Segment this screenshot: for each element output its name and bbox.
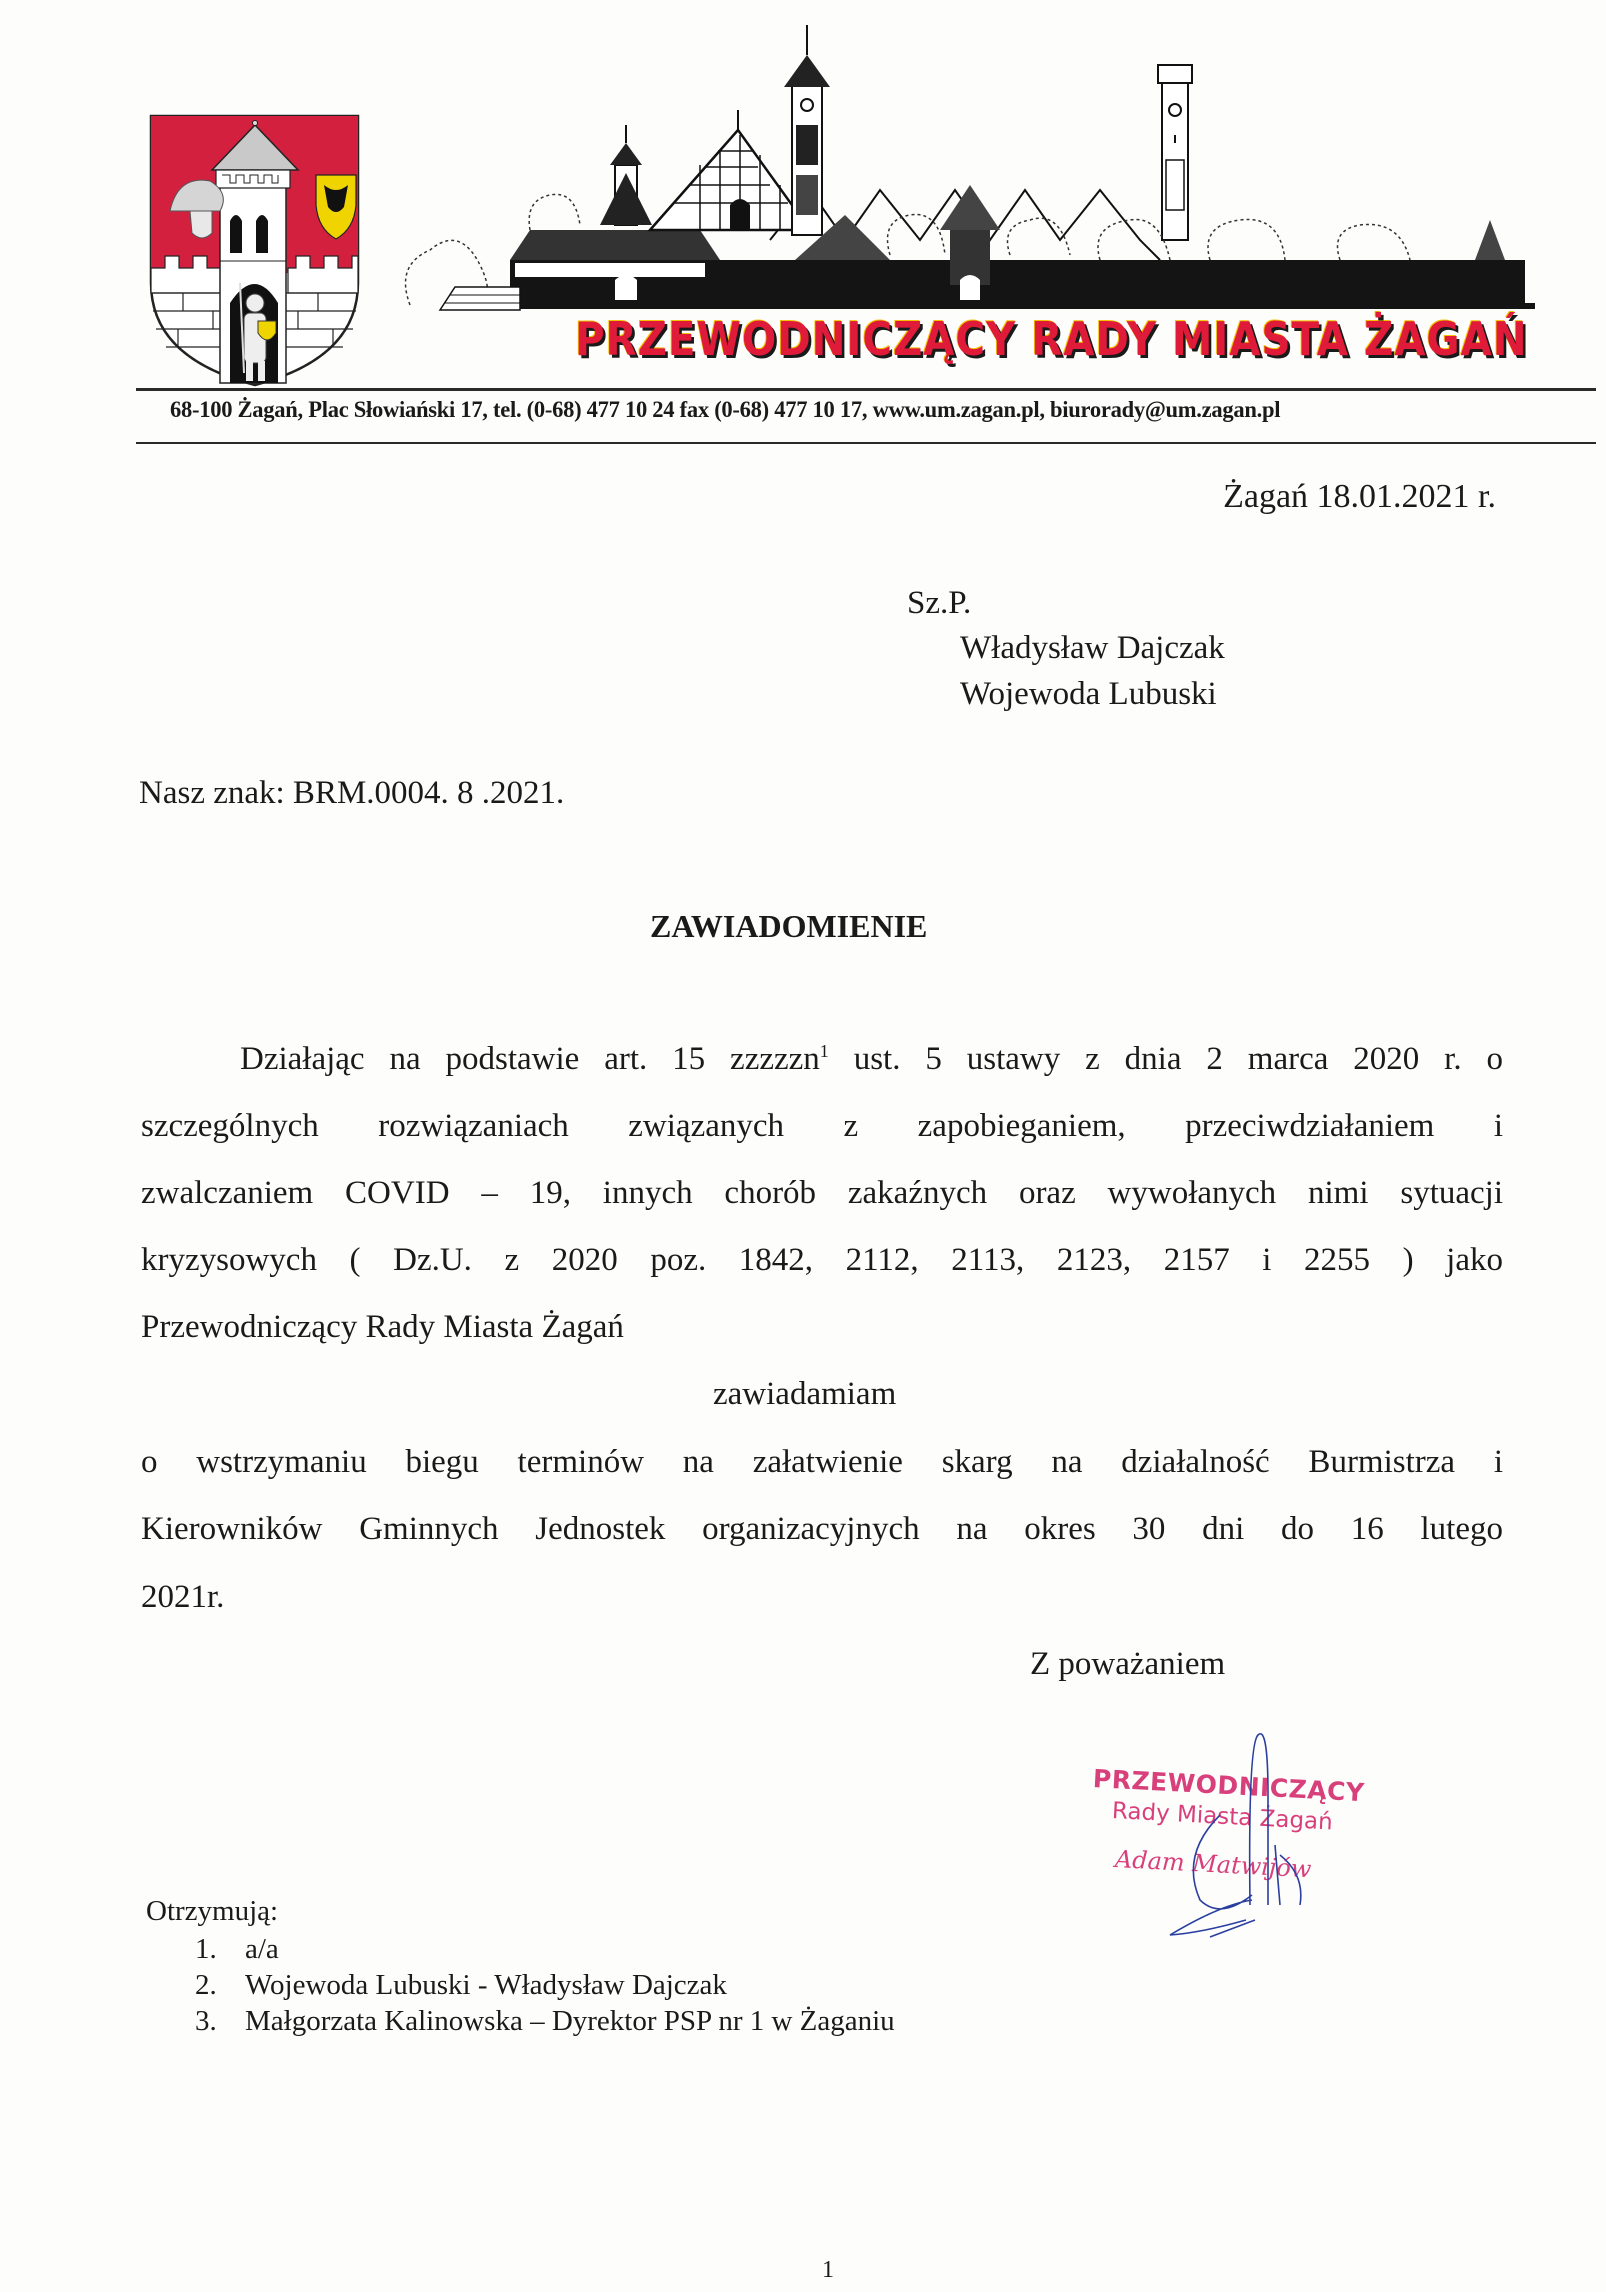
recipient-item [195, 1969, 727, 2002]
letterhead-banner: PRZEWODNICZĄCY RADY MIASTA ŻAGAŃ [575, 312, 1528, 366]
recipient-text: a/a [245, 1933, 279, 1965]
letterhead-contact: 68-100 Żagań, Plac Słowiański 17, tel. (0-68) 477 10 24 fax (0-68) 477 10 17, www.um.zagan.pl, biurorady@um.zagan.pl [170, 397, 1281, 423]
recipients-label: Otrzymują: [146, 1895, 279, 1927]
recipient-item [195, 2005, 895, 2038]
city-skyline-icon [400, 25, 1535, 315]
letter-date: Żagań 18.01.2021 r. [1223, 478, 1496, 515]
recipient-item [195, 1933, 279, 1966]
recipient-number: 1. [195, 1933, 217, 1965]
body-line-2: szczególnych rozwiązaniach związanych z zapobieganiem, przeciwdziałaniem i [141, 1108, 1503, 1144]
footnote-marker: 1 [819, 1041, 829, 1061]
document-heading: ZAWIADOMIENIE [650, 908, 928, 944]
reference-number: Nasz znak: BRM.0004. 8 .2021. [139, 775, 565, 811]
addressee-salutation: Sz.P. [907, 585, 972, 621]
recipient-text: Wojewoda Lubuski - Władysław Dajczak [245, 1969, 727, 2001]
body-line-7: Kierowników Gminnych Jednostek organizacyjnych na okres 30 dni do 16 lutego [141, 1511, 1503, 1547]
body-line-3: zwalczaniem COVID – 19, innych chorób zakaźnych oraz wywołanych nimi sytuacji [141, 1175, 1503, 1211]
header-divider-bottom [136, 442, 1596, 444]
body-line-6: o wstrzymaniu biegu terminów na załatwienie skarg na działalność Burmistrza i [141, 1444, 1503, 1480]
body-centered-word: zawiadamiam [713, 1376, 897, 1412]
closing: Z poważaniem [1030, 1646, 1226, 1682]
coat-of-arms-icon [148, 113, 362, 389]
addressee-title: Wojewoda Lubuski [960, 676, 1217, 712]
recipient-text: Małgorzata Kalinowska – Dyrektor PSP nr 1 w Żaganiu [245, 2005, 895, 2037]
body-line-1-text-a: Działając na podstawie art. 15 zzzzzn [240, 1041, 820, 1077]
body-line-1 [240, 1042, 1503, 1076]
body-line-5: Przewodniczący Rady Miasta Żagań [141, 1309, 624, 1345]
addressee-name: Władysław Dajczak [960, 630, 1225, 666]
body-line-1-text-b: ust. 5 ustawy z dnia 2 marca 2020 r. o [828, 1041, 1503, 1077]
header-divider-top [136, 388, 1596, 391]
recipient-number: 3. [195, 2005, 217, 2037]
stamp-line-1: PRZEWODNICZĄCY [1092, 1764, 1366, 1808]
page-number: 1 [822, 2257, 834, 2283]
recipient-number: 2. [195, 1969, 217, 2001]
stamp-line-2: Rady Miasta Żagań [1111, 1798, 1334, 1836]
body-line-4: kryzysowych ( Dz.U. z 2020 poz. 1842, 2112, 2113, 2123, 2157 i 2255 ) jako [141, 1242, 1503, 1278]
handwritten-signature [1160, 1705, 1360, 1945]
stamp-line-3: Adam Matwijów [1114, 1845, 1313, 1884]
body-line-8: 2021r. [141, 1579, 225, 1615]
